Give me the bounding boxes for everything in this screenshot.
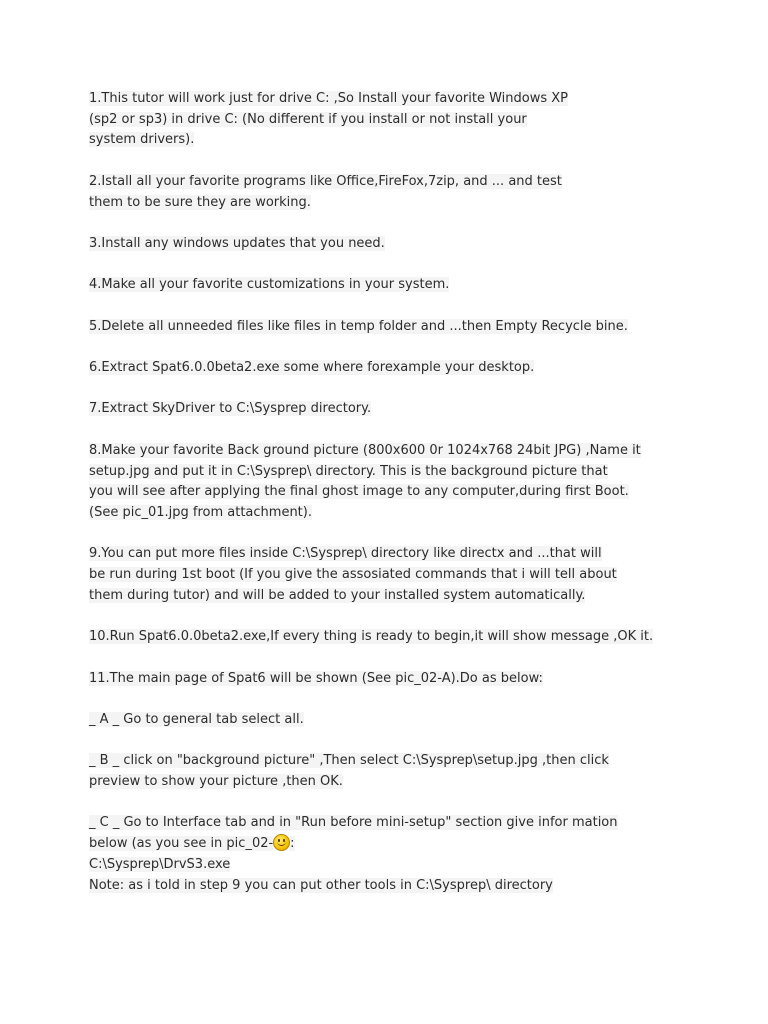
text-line: 2.Istall all your favorite programs like Office,FireFox,7zip, and ... and test: [89, 173, 562, 189]
paragraph-step-1: [89, 89, 739, 151]
text-line: (See pic_01.jpg from attachment).: [89, 504, 312, 520]
paragraph-step-8: [89, 441, 739, 524]
smiley-emoticon-icon: [273, 834, 290, 851]
text-line: setup.jpg and put it in C:\Sysprep\ directory. This is the background picture that: [89, 463, 608, 479]
text-line: Note: as i told in step 9 you can put other tools in C:\Sysprep\ directory: [89, 877, 553, 893]
paragraph-substep-a: [89, 710, 739, 731]
text-line: C:\Sysprep\DrvS3.exe: [89, 856, 231, 872]
text-line: 11.The main page of Spat6 will be shown (See pic_02-A).Do as below:: [89, 670, 543, 686]
text-line: them to be sure they are working.: [89, 194, 311, 210]
text-line: you will see after applying the final ghost image to any computer,during first Boot.: [89, 484, 629, 500]
paragraph-substep-c: [89, 813, 739, 896]
paragraph-step-6: [89, 358, 739, 379]
text-line: 5.Delete all unneeded files like files in temp folder and ...then Empty Recycle bine.: [89, 318, 628, 334]
text-line: 10.Run Spat6.0.0beta2.exe,If every thing is ready to begin,it will show message ,OK it.: [89, 629, 654, 645]
paragraph-step-5: [89, 317, 739, 338]
paragraph-step-4: [89, 275, 739, 296]
paragraph-step-10: [89, 627, 739, 648]
paragraph-substep-b: [89, 751, 739, 792]
paragraph-step-2: [89, 172, 739, 213]
text-line: 7.Extract SkyDriver to C:\Sysprep directory.: [89, 401, 372, 417]
text-line: system drivers).: [89, 132, 195, 148]
text-line: (sp2 or sp3) in drive C: (No different if you install or not install your: [89, 111, 527, 127]
text-line: 1.This tutor will work just for drive C: ,So Install your favorite Windows XP: [89, 91, 569, 106]
text-line: them during tutor) and will be added to your installed system automatically.: [89, 587, 586, 603]
paragraph-step-3: [89, 234, 739, 255]
paragraph-step-7: [89, 399, 739, 420]
text-line: 4.Make all your favorite customizations in your system.: [89, 277, 450, 293]
text-line: below (as you see in pic_02- :: [89, 836, 295, 852]
text-line: _ C _ Go to Interface tab and in "Run before mini-setup" section give infor mation: [89, 815, 618, 831]
text-line: preview to show your picture ,then OK.: [89, 774, 343, 790]
text-line: be run during 1st boot (If you give the assosiated commands that i will tell about: [89, 567, 617, 583]
text-line: 3.Install any windows updates that you need.: [89, 235, 385, 251]
text-line: 9.You can put more files inside C:\Sysprep\ directory like directx and ...that will: [89, 546, 602, 562]
paragraph-step-11: [89, 669, 739, 690]
text-line: 6.Extract Spat6.0.0beta2.exe some where forexample your desktop.: [89, 360, 535, 376]
text-line: 8.Make your favorite Back ground picture (800x600 0r 1024x768 24bit JPG) ,Name it: [89, 442, 641, 458]
text-line: _ B _ click on "background picture" ,Then select C:\Sysprep\setup.jpg ,then click: [89, 753, 609, 769]
text-line: _ A _ Go to general tab select all.: [89, 711, 304, 727]
document-page: [89, 89, 739, 917]
paragraph-step-9: [89, 544, 739, 606]
